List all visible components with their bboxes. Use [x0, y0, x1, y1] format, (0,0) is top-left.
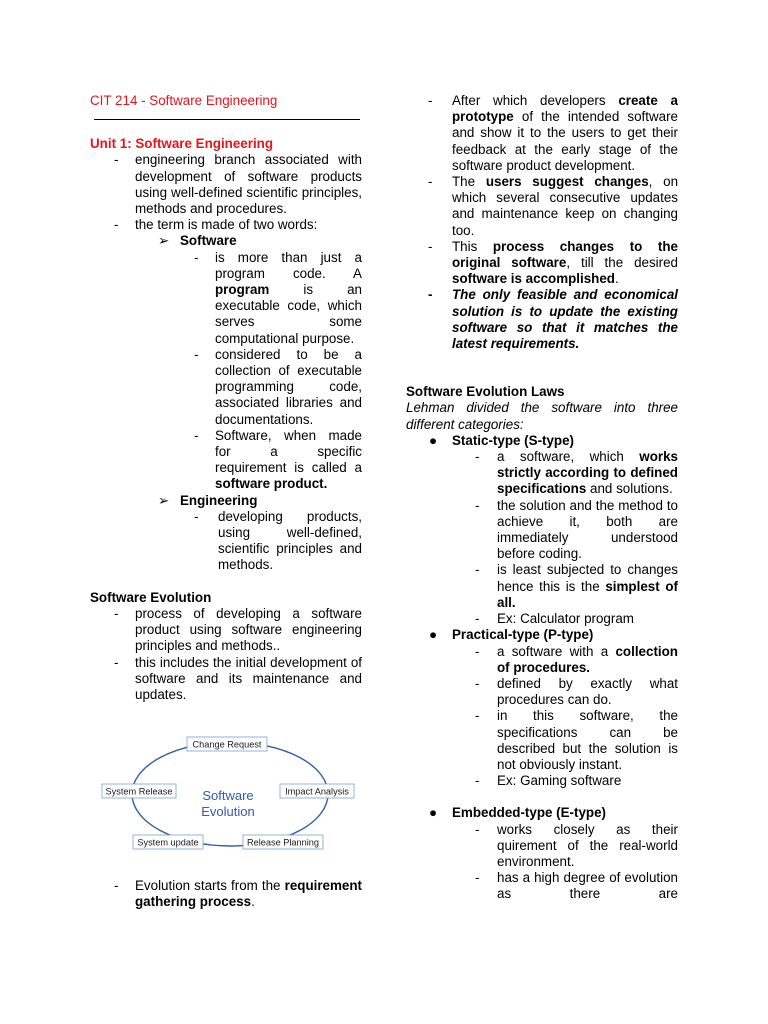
bullet-icon: ● — [429, 805, 438, 821]
list-item: - a software, which works strictly according to defined specifications and solutions. — [406, 449, 678, 498]
list-item: - Ex: Gaming software — [406, 773, 678, 789]
list-item: - considered to be a collection of executable programming code, associated libraries and documentations. — [90, 347, 362, 428]
laws-intro: Lehman divided the software into three different categories: — [406, 400, 678, 432]
laws-heading: Software Evolution Laws — [406, 384, 565, 400]
list-item: - Software, when made for a specific requirement is called a software product. — [90, 428, 362, 493]
list-item: - in this software, the specifications can be described but the solution is not obviously instant. — [406, 708, 678, 773]
diagram-node-system-update: System update — [137, 837, 199, 848]
list-item: - The only feasible and economical solution is to update the existing software so that it matches the latest requirements. — [406, 287, 678, 352]
list-item: - The users suggest changes, on which several consecutive updates and maintenance keep on changing too. — [406, 174, 678, 239]
diagram-node-impact-analysis: Impact Analysis — [285, 786, 349, 797]
arrow-icon: ➢ — [158, 492, 170, 508]
list-item: - the solution and the method to achieve it, both are immediately understood before coding. — [406, 498, 678, 563]
list-item: - has a high degree of evolution as there are — [406, 870, 678, 902]
list-item: - Evolution starts from the requirement gathering process. — [90, 878, 362, 910]
list-item: - this includes the initial development of software and its maintenance and updates. — [90, 655, 362, 704]
diagram-node-change-request: Change Request — [192, 739, 262, 750]
static-type-label: ● Static-type (S-type) — [429, 432, 575, 448]
practical-type-label: ● Practical-type (P-type) — [429, 627, 594, 643]
software-evolution-diagram — [100, 728, 360, 862]
list-item: - is least subjected to changes hence this is the simplest of all. — [406, 562, 678, 611]
diagram-center-label-1: Software — [202, 788, 254, 803]
diagram-node-system-release: System Release — [105, 786, 173, 797]
list-item: - This process changes to the original software, till the desired software is accomplished. — [406, 239, 678, 288]
list-item: - a software with a collection of procedures. — [406, 644, 678, 676]
bullet-icon: ● — [429, 627, 438, 643]
arrow-icon: ➢ — [158, 233, 170, 249]
left-column — [90, 0, 362, 703]
list-item: - After which developers create a prototype of the intended software and show it to the users to get their feedback at the early stage of the software product development. — [406, 93, 678, 174]
engineering-subheading: ➢ Engineering — [158, 492, 258, 508]
list-item: - defined by exactly what procedures can do. — [406, 676, 678, 708]
embedded-type-label: ● Embedded-type (E-type) — [429, 805, 607, 821]
page-title: CIT 214 - Software Engineering — [90, 93, 278, 108]
diagram-center-label-2: Evolution — [201, 804, 255, 819]
list-item: - Ex: Calculator program — [406, 611, 678, 627]
right-column — [406, 0, 678, 903]
list-item: - process of developing a software product using software engineering principles and methods.. — [90, 606, 362, 655]
list-item: - developing products, using well-defined, scientific principles and methods. — [90, 509, 362, 574]
list-item: - works closely as their quirement of the real-world environment. — [406, 822, 678, 871]
list-item: - is more than just a program code. A program is an executable code, which serves some computational purpose. — [90, 250, 362, 347]
software-subheading: ➢ Software — [158, 233, 237, 249]
list-item: - engineering branch associated with development of software products using well-defined scientific principles, methods and procedures. — [90, 152, 362, 217]
list-item: - the term is made of two words: — [90, 217, 362, 233]
diagram-node-release-planning: Release Planning — [246, 837, 320, 848]
bullet-icon: ● — [429, 432, 438, 448]
unit-heading: Unit 1: Software Engineering — [90, 136, 274, 152]
evolution-start-block — [90, 878, 362, 910]
evolution-heading: Software Evolution — [90, 589, 212, 605]
